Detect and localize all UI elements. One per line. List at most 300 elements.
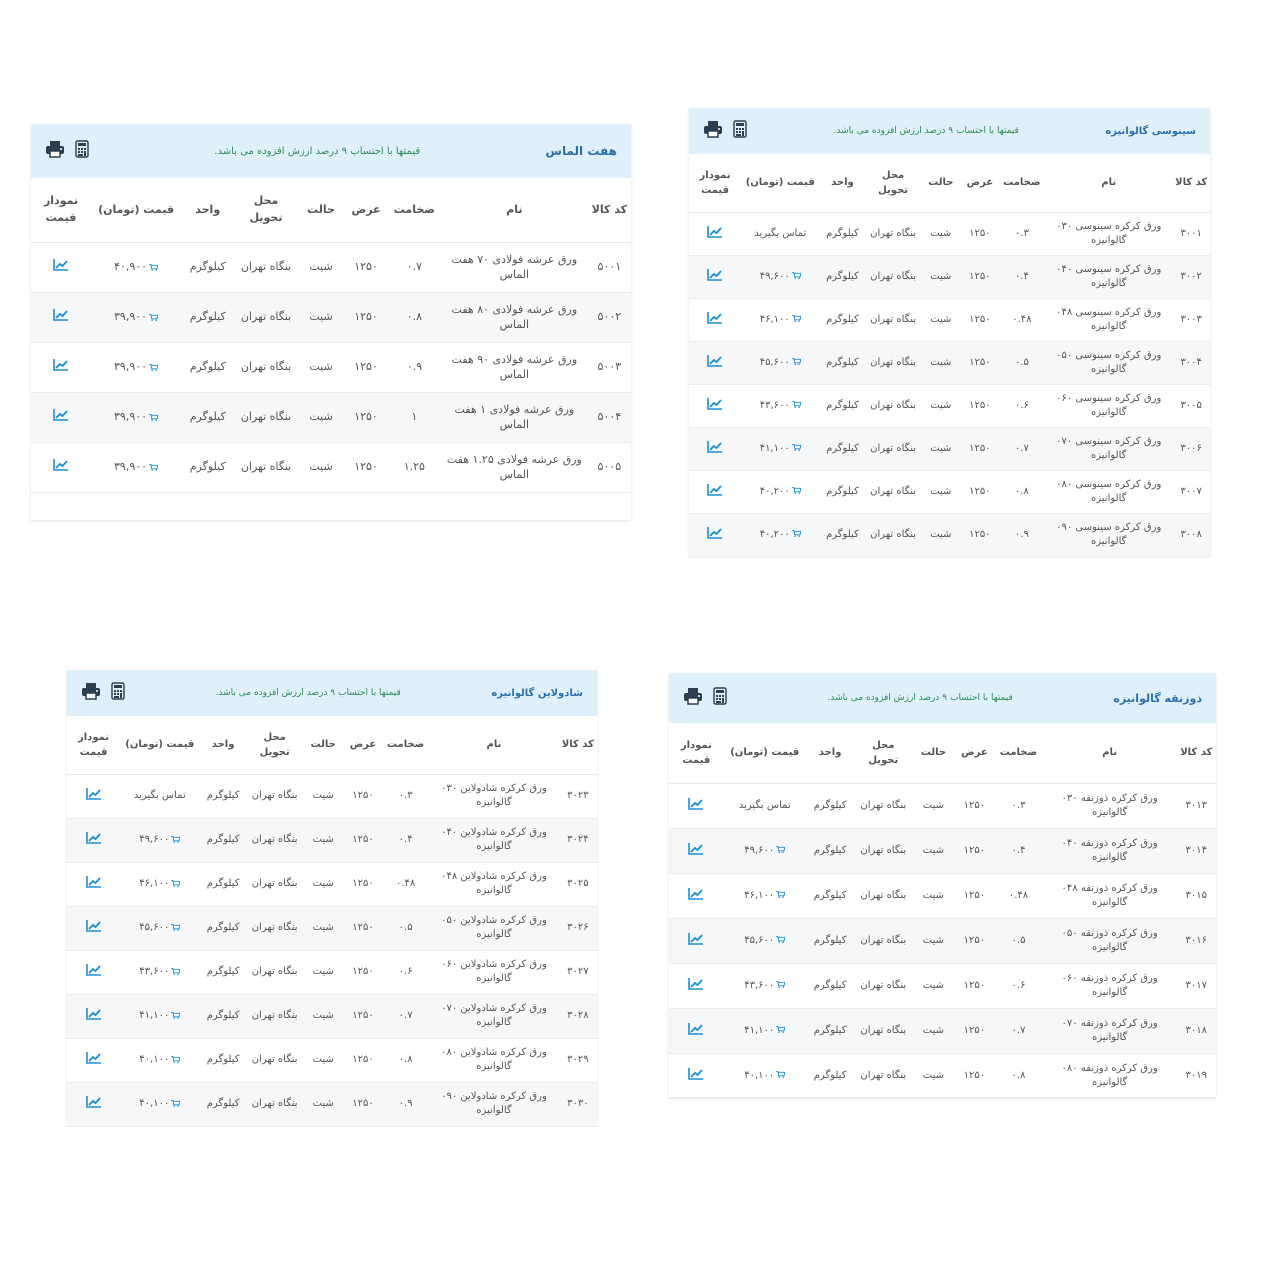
- cell-code: ۳۰۱۳: [1177, 783, 1217, 828]
- cell-price: [724, 1053, 806, 1098]
- cell-state: شیت: [303, 1082, 344, 1126]
- cell-delivery: بنگاه تهران: [247, 818, 303, 862]
- cart-icon[interactable]: [169, 966, 180, 977]
- cell-width: ۱۲۵۰: [955, 828, 995, 873]
- table-header-row: [689, 154, 1210, 212]
- cell-unit: کیلوگرم: [200, 862, 247, 906]
- cell-delivery: بنگاه تهران: [866, 384, 921, 427]
- table-row[interactable]: [31, 292, 631, 342]
- cell-width: ۱۲۵۰: [955, 918, 995, 963]
- column-header: ضخامت: [388, 178, 441, 242]
- table-row[interactable]: [67, 906, 597, 950]
- chart-icon[interactable]: [86, 1051, 102, 1069]
- panel-sinusi: [689, 108, 1210, 556]
- cell-thickness: ۰.۹: [388, 342, 441, 392]
- calculator-icon[interactable]: [75, 140, 89, 162]
- cell-state: شیت: [921, 298, 962, 341]
- cell-code: ۳۰۰۳: [1172, 298, 1210, 341]
- column-header: کد کالا: [588, 178, 631, 242]
- chart-icon[interactable]: [86, 919, 102, 937]
- table-row[interactable]: [31, 392, 631, 442]
- cell-thickness: ۰.۸: [382, 1038, 429, 1082]
- cell-code: ۳۰۰۷: [1172, 470, 1210, 513]
- cart-icon[interactable]: [169, 1054, 180, 1065]
- calculator-icon[interactable]: [713, 687, 727, 709]
- cell-code: ۳۰۱۸: [1177, 1008, 1217, 1053]
- table-row[interactable]: [31, 442, 631, 492]
- cell-chart: [67, 818, 120, 862]
- chart-icon[interactable]: [707, 268, 723, 286]
- cell-unit: کیلوگرم: [181, 292, 234, 342]
- panel-title: ذوزنقه گالوانیزه: [1113, 691, 1202, 705]
- chart-icon[interactable]: [688, 797, 704, 815]
- cell-state: شیت: [921, 427, 962, 470]
- cell-price: [120, 774, 200, 818]
- chart-icon[interactable]: [53, 358, 69, 375]
- table-row[interactable]: [689, 470, 1210, 513]
- cell-chart: [689, 470, 741, 513]
- cell-state: شیت: [303, 906, 344, 950]
- printer-icon[interactable]: [683, 687, 703, 709]
- price-table: [31, 178, 631, 493]
- cell-delivery: بنگاه تهران: [247, 994, 303, 1038]
- cell-thickness: ۰.۷: [382, 994, 429, 1038]
- cell-price: [741, 513, 819, 556]
- cell-price: [120, 906, 200, 950]
- table-row[interactable]: [689, 384, 1210, 427]
- cell-code: ۵۰۰۲: [588, 292, 631, 342]
- column-header: واحد: [819, 154, 865, 212]
- cell-thickness: ۰.۳: [994, 783, 1043, 828]
- cell-chart: [689, 298, 741, 341]
- cell-name: ورق کرکره ذوزنقه ۰۸۰ گالوانیزه: [1043, 1053, 1177, 1098]
- column-header: ضخامت: [382, 716, 429, 774]
- panel-haft-almas: [31, 124, 631, 520]
- cell-code: ۳۰۱۵: [1177, 873, 1217, 918]
- cell-chart: [67, 950, 120, 994]
- cart-icon[interactable]: [774, 1025, 785, 1036]
- table-row[interactable]: [67, 862, 597, 906]
- column-header: قیمت (تومان): [741, 154, 819, 212]
- cell-unit: کیلوگرم: [819, 298, 865, 341]
- cell-delivery: بنگاه تهران: [854, 1053, 912, 1098]
- cell-code: ۵۰۰۴: [588, 392, 631, 442]
- cell-width: ۱۲۵۰: [344, 1082, 382, 1126]
- chart-icon[interactable]: [707, 397, 723, 415]
- chart-icon[interactable]: [688, 887, 704, 905]
- cell-name: ورق کرکره سینوسی ۰۴۸ گالوانیزه: [1045, 298, 1172, 341]
- cart-icon[interactable]: [147, 260, 158, 273]
- column-header: حالت: [912, 723, 955, 783]
- cell-state: شیت: [912, 1008, 955, 1053]
- cart-icon[interactable]: [790, 357, 801, 368]
- cart-icon[interactable]: [169, 1098, 180, 1109]
- cell-state: شیت: [912, 783, 955, 828]
- cell-chart: [669, 1008, 724, 1053]
- price-value: ۴۵,۶۰۰: [759, 356, 790, 368]
- panel-tools: [703, 120, 747, 142]
- price-value: ۴۰,۲۰۰: [759, 528, 790, 540]
- cart-icon[interactable]: [790, 400, 801, 411]
- table-row[interactable]: [669, 963, 1216, 1008]
- price-value: ۳۹,۹۰۰: [114, 410, 148, 424]
- cell-delivery: بنگاه تهران: [247, 1082, 303, 1126]
- panel-title: سینوسی گالوانیزه: [1105, 125, 1196, 137]
- cell-name: ورق کرکره ذوزنقه ۰۶۰ گالوانیزه: [1043, 963, 1177, 1008]
- printer-icon[interactable]: [81, 682, 101, 704]
- table-row[interactable]: [67, 774, 597, 818]
- table-row[interactable]: [669, 1053, 1216, 1098]
- table-row[interactable]: [669, 828, 1216, 873]
- panel-title: هفت الماس: [545, 144, 617, 158]
- cell-name: ورق کرکره ذوزنقه ۰۴۰ گالوانیزه: [1043, 828, 1177, 873]
- cell-price: [741, 470, 819, 513]
- table-row[interactable]: [67, 950, 597, 994]
- panel-header: [31, 124, 631, 178]
- cell-chart: [669, 1053, 724, 1098]
- cell-thickness: ۰.۷: [388, 242, 441, 292]
- cell-unit: کیلوگرم: [819, 513, 865, 556]
- cell-code: ۳۰۰۱: [1172, 212, 1210, 255]
- cell-unit: کیلوگرم: [200, 950, 247, 994]
- panel-header: [689, 108, 1210, 154]
- cell-width: ۱۲۵۰: [961, 298, 999, 341]
- cell-price: [724, 1008, 806, 1053]
- cell-delivery: بنگاه تهران: [866, 513, 921, 556]
- cell-price: [91, 342, 181, 392]
- cart-icon[interactable]: [147, 360, 158, 373]
- cell-thickness: ۰.۴: [994, 828, 1043, 873]
- cell-width: ۱۲۵۰: [344, 292, 387, 342]
- chart-icon[interactable]: [53, 458, 69, 475]
- chart-icon[interactable]: [86, 1095, 102, 1113]
- column-header: عرض: [961, 154, 999, 212]
- calculator-icon[interactable]: [111, 682, 125, 704]
- chart-icon[interactable]: [688, 1022, 704, 1040]
- cell-delivery: بنگاه تهران: [866, 255, 921, 298]
- cell-delivery: بنگاه تهران: [247, 906, 303, 950]
- cart-icon[interactable]: [790, 443, 801, 454]
- table-row[interactable]: [689, 298, 1210, 341]
- chart-icon[interactable]: [688, 932, 704, 950]
- cart-icon[interactable]: [790, 271, 801, 282]
- table-row[interactable]: [31, 342, 631, 392]
- table-row[interactable]: [689, 341, 1210, 384]
- cell-name: ورق کرکره شادولاین ۰۴۸ گالوانیزه: [429, 862, 559, 906]
- cell-price: [724, 918, 806, 963]
- table-row[interactable]: [689, 513, 1210, 556]
- table-row[interactable]: [689, 212, 1210, 255]
- cell-delivery: بنگاه تهران: [866, 427, 921, 470]
- cell-delivery: بنگاه تهران: [866, 298, 921, 341]
- cell-chart: [31, 292, 91, 342]
- cell-unit: کیلوگرم: [806, 873, 855, 918]
- chart-icon[interactable]: [707, 225, 723, 243]
- cell-state: شیت: [303, 862, 344, 906]
- cell-thickness: ۱: [388, 392, 441, 442]
- cart-icon[interactable]: [774, 1070, 785, 1081]
- cell-chart: [31, 442, 91, 492]
- cell-price: [741, 212, 819, 255]
- price-value: ۴۰,۹۰۰: [114, 260, 148, 274]
- cell-price: [741, 341, 819, 384]
- price-value: ۴۱,۱۰۰: [139, 1010, 170, 1021]
- chart-icon[interactable]: [707, 354, 723, 372]
- column-header: کد کالا: [1172, 154, 1210, 212]
- cell-thickness: ۰.۸: [388, 292, 441, 342]
- cell-chart: [689, 513, 741, 556]
- cell-width: ۱۲۵۰: [961, 470, 999, 513]
- table-header-row: [669, 723, 1216, 783]
- cart-icon[interactable]: [147, 410, 158, 423]
- table-row[interactable]: [67, 994, 597, 1038]
- cell-width: ۱۲۵۰: [344, 774, 382, 818]
- cell-name: ورق کرکره ذوزنقه ۰۵۰ گالوانیزه: [1043, 918, 1177, 963]
- cell-price: [741, 384, 819, 427]
- cell-unit: کیلوگرم: [806, 783, 855, 828]
- cell-price: [91, 392, 181, 442]
- price-value: ۴۰,۲۰۰: [759, 485, 790, 497]
- cell-width: ۱۲۵۰: [955, 963, 995, 1008]
- chart-icon[interactable]: [688, 1067, 704, 1085]
- cell-name: ورق کرکره شادولاین ۰۵۰ گالوانیزه: [429, 906, 559, 950]
- column-header: واحد: [200, 716, 247, 774]
- cell-chart: [31, 392, 91, 442]
- cell-delivery: بنگاه تهران: [854, 918, 912, 963]
- column-header: محل تحویل: [234, 178, 297, 242]
- column-header: محل تحویل: [866, 154, 921, 212]
- cell-price: [120, 1038, 200, 1082]
- column-header: قیمت (تومان): [120, 716, 200, 774]
- cart-icon[interactable]: [169, 834, 180, 845]
- cell-name: ورق کرکره سینوسی ۰۳۰ گالوانیزه: [1045, 212, 1172, 255]
- cell-chart: [689, 384, 741, 427]
- cart-icon[interactable]: [147, 460, 158, 473]
- panel-zoznaghe: [669, 673, 1216, 1097]
- column-header: واحد: [806, 723, 855, 783]
- chart-icon[interactable]: [53, 258, 69, 275]
- cart-icon[interactable]: [169, 1010, 180, 1021]
- chart-icon[interactable]: [707, 440, 723, 458]
- cell-name: ورق کرکره شادولاین ۰۳۰ گالوانیزه: [429, 774, 559, 818]
- vat-note: قیمتها با احتساب ۹ درصد ارزش افزوده می باشد.: [214, 145, 421, 157]
- cell-price: [91, 442, 181, 492]
- cell-state: شیت: [921, 341, 962, 384]
- price-value: ۴۰,۱۰۰: [744, 1069, 775, 1081]
- cell-chart: [67, 906, 120, 950]
- table-header-row: [31, 178, 631, 242]
- cell-name: ورق کرکره سینوسی ۰۶۰ گالوانیزه: [1045, 384, 1172, 427]
- cell-width: ۱۲۵۰: [955, 1008, 995, 1053]
- cell-chart: [669, 918, 724, 963]
- cart-icon[interactable]: [169, 922, 180, 933]
- cart-icon[interactable]: [774, 935, 785, 946]
- cart-icon[interactable]: [774, 980, 785, 991]
- cell-thickness: ۰.۹: [999, 513, 1045, 556]
- table-row[interactable]: [67, 1038, 597, 1082]
- cell-unit: کیلوگرم: [806, 963, 855, 1008]
- printer-icon[interactable]: [703, 120, 723, 142]
- cell-width: ۱۲۵۰: [961, 255, 999, 298]
- cell-price: [724, 963, 806, 1008]
- vat-note: قیمتها با احتساب ۹ درصد ارزش افزوده می باشد.: [827, 693, 1013, 703]
- column-header: محل تحویل: [854, 723, 912, 783]
- column-header: نام: [1043, 723, 1177, 783]
- calculator-icon[interactable]: [733, 120, 747, 142]
- column-header: حالت: [298, 178, 345, 242]
- cell-name: ورق کرکره شادولاین ۰۷۰ گالوانیزه: [429, 994, 559, 1038]
- cell-state: شیت: [921, 384, 962, 427]
- cell-chart: [689, 255, 741, 298]
- cart-icon[interactable]: [790, 486, 801, 497]
- table-row[interactable]: [67, 818, 597, 862]
- cell-state: شیت: [912, 1053, 955, 1098]
- panel-tools: [45, 140, 89, 162]
- cell-unit: کیلوگرم: [181, 242, 234, 292]
- table-row[interactable]: [31, 242, 631, 292]
- cell-unit: کیلوگرم: [806, 1008, 855, 1053]
- cell-unit: کیلوگرم: [806, 918, 855, 963]
- cell-code: ۳۰۲۴: [559, 818, 597, 862]
- chart-icon[interactable]: [688, 842, 704, 860]
- cell-chart: [669, 828, 724, 873]
- cell-width: ۱۲۵۰: [344, 818, 382, 862]
- cell-state: شیت: [912, 828, 955, 873]
- chart-icon[interactable]: [707, 526, 723, 544]
- cell-delivery: بنگاه تهران: [866, 341, 921, 384]
- cell-code: ۳۰۲۷: [559, 950, 597, 994]
- cart-icon[interactable]: [147, 310, 158, 323]
- cell-code: ۳۰۰۵: [1172, 384, 1210, 427]
- price-value: ۴۹,۶۰۰: [744, 844, 775, 856]
- cell-unit: کیلوگرم: [200, 818, 247, 862]
- chart-icon[interactable]: [86, 787, 102, 805]
- cell-delivery: بنگاه تهران: [234, 442, 297, 492]
- cell-width: ۱۲۵۰: [344, 906, 382, 950]
- cell-unit: کیلوگرم: [819, 341, 865, 384]
- cell-code: ۳۰۲۶: [559, 906, 597, 950]
- cell-state: شیت: [298, 342, 345, 392]
- panel-header: [67, 670, 597, 716]
- cell-code: ۳۰۲۳: [559, 774, 597, 818]
- table-row[interactable]: [669, 918, 1216, 963]
- cell-code: ۳۰۱۶: [1177, 918, 1217, 963]
- cell-chart: [67, 862, 120, 906]
- chart-icon[interactable]: [86, 963, 102, 981]
- printer-icon[interactable]: [45, 140, 65, 162]
- cell-unit: کیلوگرم: [200, 774, 247, 818]
- cell-state: شیت: [303, 994, 344, 1038]
- chart-icon[interactable]: [53, 408, 69, 425]
- cell-chart: [31, 342, 91, 392]
- cell-price: [120, 994, 200, 1038]
- chart-icon[interactable]: [86, 831, 102, 849]
- cell-thickness: ۰.۶: [999, 384, 1045, 427]
- cell-state: شیت: [912, 918, 955, 963]
- cell-thickness: ۰.۵: [994, 918, 1043, 963]
- cell-code: ۳۰۱۷: [1177, 963, 1217, 1008]
- cell-code: ۳۰۳۰: [559, 1082, 597, 1126]
- cell-name: ورق عرشه فولادی ۷۰ هفت الماس: [441, 242, 588, 292]
- column-header: عرض: [955, 723, 995, 783]
- cell-thickness: ۰.۶: [994, 963, 1043, 1008]
- price-value: تماس بگیرید: [738, 799, 791, 811]
- cell-name: ورق کرکره شادولاین ۰۸۰ گالوانیزه: [429, 1038, 559, 1082]
- cell-unit: کیلوگرم: [819, 384, 865, 427]
- table-row[interactable]: [669, 873, 1216, 918]
- cell-code: ۳۰۱۹: [1177, 1053, 1217, 1098]
- price-value: ۳۹,۹۰۰: [114, 460, 148, 474]
- cell-price: [91, 242, 181, 292]
- cell-state: شیت: [298, 292, 345, 342]
- cell-price: [120, 950, 200, 994]
- column-header: قیمت (تومان): [724, 723, 806, 783]
- chart-icon[interactable]: [707, 483, 723, 501]
- price-value: ۴۹,۶۰۰: [139, 834, 170, 845]
- cell-thickness: ۰.۳: [999, 212, 1045, 255]
- table-row[interactable]: [689, 427, 1210, 470]
- price-value: ۴۱,۱۰۰: [744, 1024, 775, 1036]
- cell-price: [741, 298, 819, 341]
- cell-price: [120, 862, 200, 906]
- cell-state: شیت: [921, 470, 962, 513]
- cell-delivery: بنگاه تهران: [234, 392, 297, 442]
- cart-icon[interactable]: [774, 890, 785, 901]
- cell-thickness: ۰.۴۸: [999, 298, 1045, 341]
- chart-icon[interactable]: [707, 311, 723, 329]
- cell-state: شیت: [303, 950, 344, 994]
- table-row[interactable]: [689, 255, 1210, 298]
- price-value: تماس بگیرید: [754, 227, 807, 239]
- cell-width: ۱۲۵۰: [344, 242, 387, 292]
- cell-delivery: بنگاه تهران: [854, 873, 912, 918]
- table-row[interactable]: [669, 783, 1216, 828]
- cell-unit: کیلوگرم: [200, 906, 247, 950]
- cell-code: ۵۰۰۵: [588, 442, 631, 492]
- chart-icon[interactable]: [86, 1007, 102, 1025]
- table-row[interactable]: [669, 1008, 1216, 1053]
- cell-width: ۱۲۵۰: [344, 950, 382, 994]
- cell-width: ۱۲۵۰: [344, 862, 382, 906]
- column-header: محل تحویل: [247, 716, 303, 774]
- cart-icon[interactable]: [790, 529, 801, 540]
- cell-delivery: بنگاه تهران: [866, 470, 921, 513]
- column-header: عرض: [344, 178, 387, 242]
- cart-icon[interactable]: [790, 314, 801, 325]
- cell-name: ورق کرکره شادولاین ۰۹۰ گالوانیزه: [429, 1082, 559, 1126]
- cell-code: ۵۰۰۱: [588, 242, 631, 292]
- price-value: ۴۹,۶۰۰: [759, 270, 790, 282]
- cart-icon[interactable]: [774, 845, 785, 856]
- cell-code: ۳۰۰۸: [1172, 513, 1210, 556]
- vat-note: قیمتها با احتساب ۹ درصد ارزش افزوده می باشد.: [215, 688, 401, 698]
- price-value: ۴۱,۱۰۰: [759, 442, 790, 454]
- cell-name: ورق کرکره ذوزنقه ۰۳۰ گالوانیزه: [1043, 783, 1177, 828]
- cell-delivery: بنگاه تهران: [866, 212, 921, 255]
- price-value: ۴۵,۶۰۰: [744, 934, 775, 946]
- price-table: [689, 154, 1210, 557]
- cell-state: شیت: [303, 774, 344, 818]
- chart-icon[interactable]: [53, 308, 69, 325]
- chart-icon[interactable]: [86, 875, 102, 893]
- cell-price: [91, 292, 181, 342]
- chart-icon[interactable]: [688, 977, 704, 995]
- cell-thickness: ۰.۸: [994, 1053, 1043, 1098]
- cell-delivery: بنگاه تهران: [234, 242, 297, 292]
- table-row[interactable]: [67, 1082, 597, 1126]
- cart-icon[interactable]: [169, 878, 180, 889]
- cell-state: شیت: [912, 873, 955, 918]
